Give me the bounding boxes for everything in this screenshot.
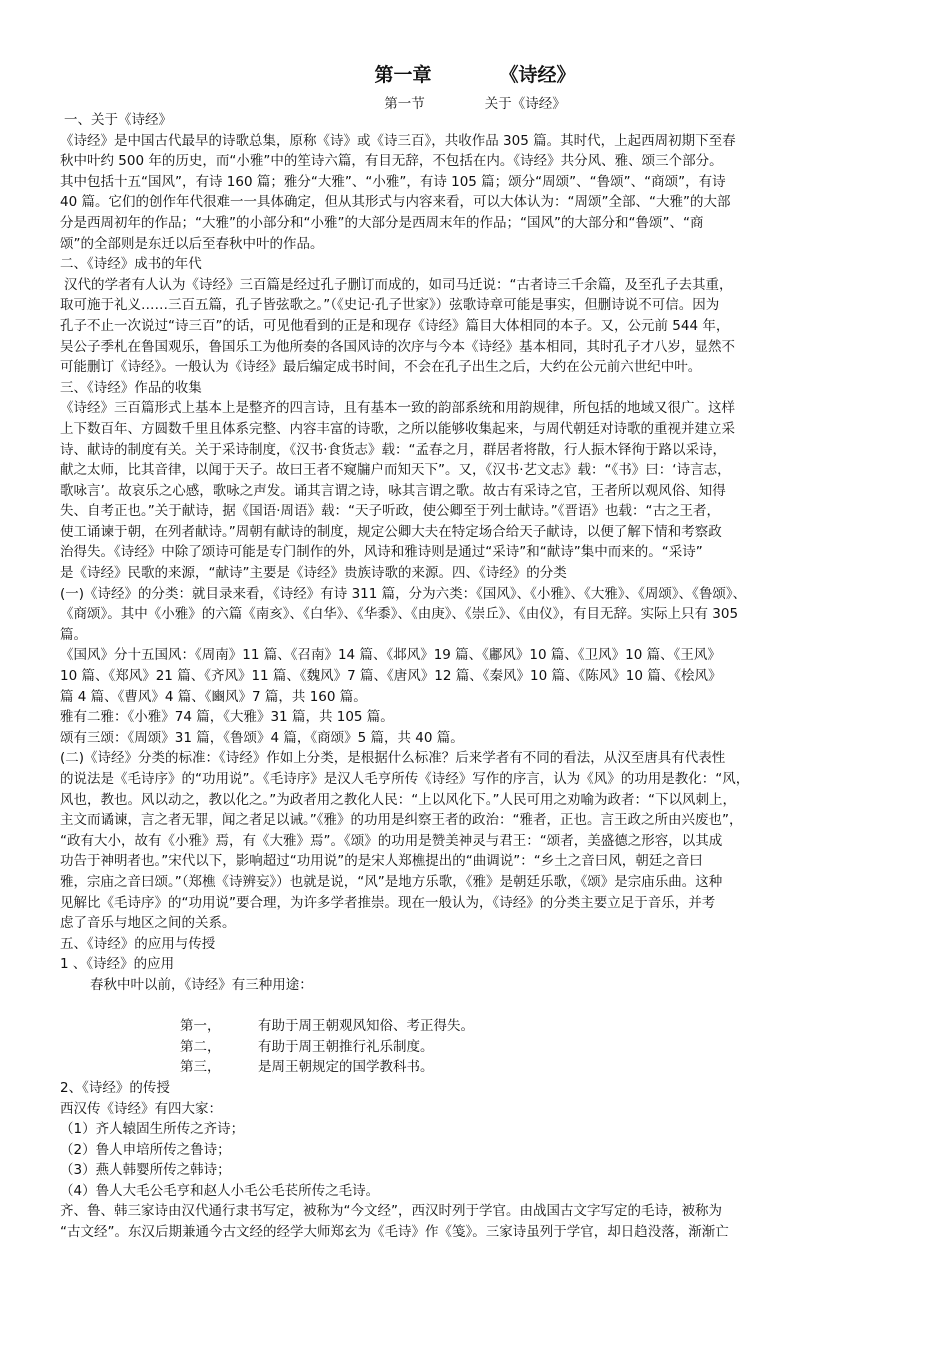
list-item: （4）鲁人大毛公毛亨和赵人小毛公毛苌所传之毛诗。 (60, 1182, 380, 1199)
heading-2: 二、《诗经》成书的年代 (60, 256, 202, 273)
paragraph-line: 汉代的学者有人认为《诗经》三百篇是经过孔子删订而成的，如司马迁说：“古者诗三千余篇，及至孔子去其重， (64, 276, 733, 293)
paragraph-line: 是《诗经》民歌的来源，“献诗”主要是《诗经》贵族诗歌的来源。四、《诗经》的分类 (60, 565, 567, 582)
list-item: （2）鲁人申培所传之鲁诗； (60, 1141, 231, 1158)
paragraph-line: (一)《诗经》的分类：就目录来看，《诗经》有诗 311 篇，分为六类：《国风》、《小雅》、《大雅》、《周颂》、《鲁颂》、 (60, 585, 747, 602)
paragraph-line: 雅，宗庙之音曰颂。”（郑樵《诗辨妄》）也就是说，“风”是地方乐歌，《雅》是朝廷乐歌，《颂》是宗庙乐曲。这种 (60, 873, 723, 890)
list-item: （1）齐人辕固生所传之齐诗； (60, 1121, 245, 1138)
paragraph-line: 上下数百年、方圆数千里且体系完整、内容丰富的诗歌，之所以能够收集起来，与周代朝廷对诗歌的重视并建立采 (60, 420, 735, 437)
list-item: （3）燕人韩婴所传之韩诗； (60, 1162, 231, 1179)
paragraph-line: 虑了音乐与地区之间的关系。 (60, 915, 236, 932)
paragraph-line: 篇。 (60, 626, 87, 643)
paragraph-line: 的说法是《毛诗序》的“功用说”。《毛诗序》是汉人毛亨所传《诗经》写作的序言，认为《风》的功用是教化：“风， (60, 771, 750, 787)
paragraph-line: 可能删订《诗经》。一般认为《诗经》最后编定成书时间，不会在孔子出生之后，大约在公元前六世纪中叶。 (60, 359, 702, 376)
paragraph-line: 分是西周初年的作品；“大雅”的小部分和“小雅”的大部分是西周末年的作品；“国风”的大部分和“鲁颂”、“商 (60, 214, 704, 231)
paragraph-line: 40 篇。它们的创作年代很难一一具体确定，但从其形式与内容来看，可以大体认为：“周颂”全部、“大雅”的大部 (60, 194, 731, 211)
paragraph-line: 失、自考正也。”关于献诗，据《国语·周语》载：“天子听政，使公卿至于列士献诗。”《晋语》也载：“古之王者， (60, 503, 721, 520)
paragraph-line: “政有大小，故有《小雅》焉，有《大雅》焉”。《颂》的功用是赞美神灵与君王：“颂者，美盛德之形容，以其成 (60, 832, 723, 849)
paragraph-line: (二)《诗经》分类的标准：《诗经》作如上分类，是根据什么标准？后来学者有不同的看法，从汉至唐具有代表性 (60, 750, 726, 767)
chapter-title (0, 60, 950, 87)
heading-5: 1 、《诗经》的应用 (60, 956, 175, 973)
paragraph-line: 治得失。《诗经》中除了颂诗可能是专门制作的外，风诗和雅诗则是通过“采诗”和“献诗”集中而来的。“采诗” (60, 544, 703, 561)
subheading: 2、《诗经》的传授 (60, 1079, 170, 1096)
paragraph-line: 取可施于礼义……三百五篇，孔子皆弦歌之。”（《史记·孔子世家》）弦歌诗章可能是事实，但删诗说不可信。因为 (60, 297, 720, 314)
paragraph-line: 孔子不止一次说过“诗三百”的话，可见他看到的正是和现存《诗经》篇目大体相同的本子。又，公元前 544 年， (60, 317, 730, 334)
paragraph-line: 雅有二雅：《小雅》74 篇，《大雅》31 篇，共 105 篇。 (60, 709, 394, 726)
section-number: 第一节 (384, 96, 425, 112)
paragraph-line: 歌咏言’。故哀乐之心感，歌咏之声发。诵其言谓之诗，咏其言谓之歌。故古有采诗之官，王者所以观风俗、知得 (60, 482, 726, 499)
section-name: 关于《诗经》 (484, 96, 566, 112)
paragraph-line: 使工诵谏于朝，在列者献诗。”周朝有献诗的制度，规定公卿大夫在特定场合给天子献诗，以便了解下情和考察政 (60, 523, 722, 540)
heading-3: 三、《诗经》作品的收集 (60, 379, 202, 396)
subheading: 春秋中叶以前，《诗经》有三种用途： (90, 976, 313, 993)
paragraph-line: 西汉传《诗经》有四大家： (60, 1100, 222, 1117)
paragraph-line: 齐、鲁、韩三家诗由汉代通行隶书写定，被称为“今文经”，西汉时列于学官。由战国古文字写定的毛诗，被称为 (60, 1203, 722, 1220)
section-title (0, 92, 950, 112)
use-text: 有助于周王朝推行礼乐制度。 (258, 1038, 434, 1055)
paragraph-line (60, 996, 890, 1017)
paragraph-line: 颂有三颂：《周颂》31 篇，《鲁颂》4 篇，《商颂》5 篇，共 40 篇。 (60, 729, 464, 746)
paragraph-line: 《诗经》是中国古代最早的诗歌总集，原称《诗》或《诗三百》，共收作品 305 篇。其时代，上起西周初期下至春 (60, 132, 736, 149)
use-text: 有助于周王朝观风知俗、考正得失。 (258, 1018, 474, 1035)
use-number: 第一， (180, 1018, 221, 1035)
paragraph-line: 见解比《毛诗序》的“功用说”要合理，为许多学者推崇。现在一般认为，《诗经》的分类主要立足于音乐，并考 (60, 894, 716, 911)
use-number: 第二， (180, 1038, 221, 1055)
use-number: 第三， (180, 1059, 221, 1076)
paragraph-line: “古文经”。东汉后期兼通今古文经的经学大师郑玄为《毛诗》作《笺》。三家诗虽列于学官，却日趋没落，渐渐亡 (60, 1224, 729, 1241)
paragraph-line: 其中包括十五“国风”，有诗 160 篇；雅分“大雅”、“小雅”，有诗 105 篇；颂分“周颂”、“鲁颂”、“商颂”，有诗 (60, 173, 726, 190)
paragraph-line: 秋中叶约 500 年的历史，而“小雅”中的笙诗六篇，有目无辞，不包括在内。《诗经》共分风、雅、颂三个部分。 (60, 153, 723, 170)
paragraph-line: 吴公子季札在鲁国观乐，鲁国乐工为他所奏的各国风诗的次序与今本《诗经》基本相同，其时孔子才八岁，显然不 (60, 338, 735, 355)
document-body (60, 110, 890, 1243)
paragraph-line: 功告于神明者也。”宋代以下，影响超过“功用说”的是宋人郑樵提出的“曲调说”：“乡土之音曰风，朝廷之音曰 (60, 853, 703, 870)
use-item (60, 1057, 890, 1078)
chapter-number: 第一章 (374, 64, 432, 86)
paragraph-line: 《国风》分十五国风：《周南》11 篇、《召南》14 篇、《邶风》19 篇、《鄘风》10 篇、《卫风》10 篇、《王风》 (60, 647, 721, 664)
use-item (60, 1016, 890, 1037)
paragraph-line: 主文而谲谏，言之者无罪，闻之者足以诫。”《雅》的功用是纠察王者的政治：“雅者，正也。言王政之所由兴废也”， (60, 812, 743, 829)
paragraph-line: 《诗经》三百篇形式上基本上是整齐的四言诗，且有基本一致的韵部系统和用韵规律，所包括的地域又很广。这样 (60, 400, 735, 417)
paragraph-line: 篇 4 篇、《曹风》4 篇、《豳风》7 篇，共 160 篇。 (60, 688, 367, 705)
paragraph-line: 五、《诗经》的应用与传授 (60, 935, 216, 952)
heading-1: 一、关于《诗经》 (64, 112, 172, 128)
paragraph-line: 献之太师，比其音律，以闻于天子。故曰王者不窥牖户而知天下”。又，《汉书·艺文志》载：“《书》曰：‘诗言志， (60, 462, 731, 479)
chapter-book: 《诗经》 (499, 64, 576, 86)
paragraph-line: 风也，教也。风以动之，教以化之。”为政者用之教化人民：“上以风化下。”人民可用之劝喻为政者：“下以风刺上， (60, 791, 736, 808)
use-text: 是周王朝规定的国学教科书。 (258, 1059, 434, 1076)
paragraph-line: 《商颂》。其中《小雅》的六篇《南亥》、《白华》、《华黍》、《由庚》、《崇丘》、《由仪》，有目无辞。实际上只有 305 (60, 606, 739, 623)
paragraph-line: 颂”的全部则是东迁以后至春秋中叶的作品。 (60, 235, 324, 252)
paragraph-line: 诗、献诗的制度有关。关于采诗制度，《汉书·食货志》载：“孟春之月，群居者将散，行人振木铎徇于路以采诗， (60, 441, 727, 458)
use-item (60, 1037, 890, 1058)
paragraph-line: 10 篇、《郑风》21 篇、《齐风》11 篇、《魏风》7 篇、《唐风》12 篇、《秦风》10 篇、《陈风》10 篇、《桧风》 (60, 668, 722, 685)
